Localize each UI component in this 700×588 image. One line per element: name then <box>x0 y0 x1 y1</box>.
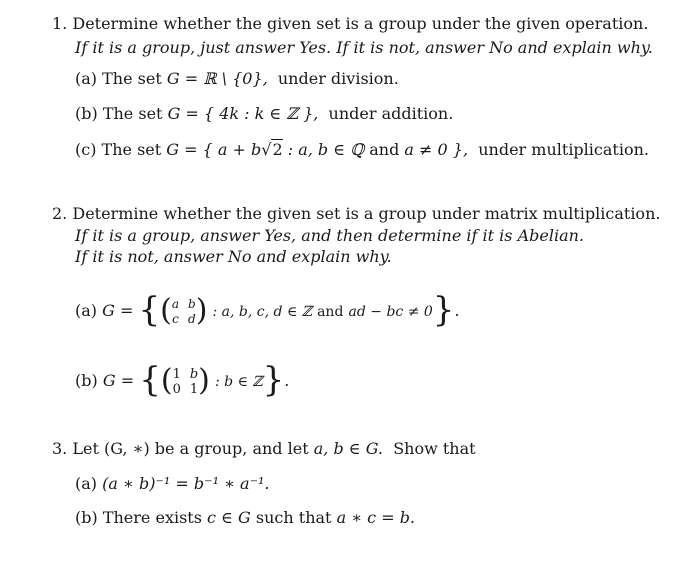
set-expression-end: a ≠ 0 }, <box>404 140 469 159</box>
problem-prompt: Determine whether the given set is a group under the given operation. <box>72 14 649 33</box>
problem-2-instruction-2: If it is not, answer No and explain why. <box>75 247 392 266</box>
left-brace-icon: { <box>138 290 161 330</box>
expression-2: a ∗ c = b. <box>336 508 416 527</box>
right-brace-icon: } <box>262 360 285 400</box>
matrix: a b c d <box>171 296 196 326</box>
left-paren-icon: ( <box>160 363 173 398</box>
part-text: There exists <box>102 508 202 527</box>
problem-3-part-b <box>75 508 415 527</box>
condition-2: ad − bc ≠ 0 <box>348 304 433 320</box>
set-name: G = <box>102 301 134 320</box>
part-label: (a) <box>75 301 98 320</box>
left-brace-icon: { <box>139 360 161 400</box>
identity-expression: (a ∗ b)⁻¹ = b⁻¹ ∗ a⁻¹. <box>102 474 270 493</box>
part-label: (b) <box>75 371 98 390</box>
problem-vars: a, b ∈ G. <box>313 439 384 458</box>
problem-number: 1. <box>52 14 68 33</box>
operation-text: under multiplication. <box>478 140 649 159</box>
problem-prompt-end: Show that <box>393 439 476 458</box>
part-text: The set <box>102 69 162 88</box>
set-expression: G = ℝ \ {0}, <box>166 69 268 88</box>
right-brace-icon: } <box>432 290 455 330</box>
condition: : b ∈ ℤ <box>214 374 263 390</box>
right-paren-icon: ) <box>195 293 208 328</box>
right-paren-icon: ) <box>198 363 210 398</box>
part-text: The set <box>101 140 162 159</box>
problem-2-part-a: (a) G = {( a b c d ) : a, b, c, d ∈ ℤ and ad − bc ≠ 0}. <box>75 290 460 330</box>
part-label: (b) <box>75 104 98 123</box>
part-label: (a) <box>75 69 98 88</box>
set-name: G = <box>102 371 135 390</box>
set-expression-middle: : a, b ∈ ℚ <box>282 140 365 159</box>
problem-1-part-a <box>75 69 399 88</box>
problem-2-instruction-1: If it is a group, answer Yes, and then determine if it is Abelian. <box>75 226 584 245</box>
problem-number: 2. <box>52 204 68 223</box>
part-label: (b) <box>75 508 98 527</box>
left-paren-icon: ( <box>160 293 172 328</box>
set-expression-start: G = { a + b <box>166 140 262 159</box>
and-text: and <box>317 304 344 320</box>
problem-3-part-a <box>75 474 270 493</box>
condition: : a, b, c, d ∈ ℤ <box>212 304 312 320</box>
problem-3 <box>52 439 476 458</box>
operation-text: under division. <box>277 69 399 88</box>
problem-1-instruction: If it is a group, just answer Yes. If it is not, answer No and explain why. <box>75 38 653 57</box>
and-text: and <box>369 140 400 159</box>
part-label: (c) <box>75 140 97 159</box>
expression: c ∈ G <box>207 508 251 527</box>
problem-2 <box>52 204 660 223</box>
problem-1 <box>52 14 648 33</box>
sqrt-argument: 2 <box>272 140 283 159</box>
problem-1-part-c: (c) The set G = { a + b√2 : a, b ∈ ℚ and a ≠ 0 }, under multiplication. <box>75 140 649 159</box>
problem-prompt: Determine whether the given set is a group under matrix multiplication. <box>72 204 661 223</box>
operation-text: under addition. <box>328 104 454 123</box>
set-expression: G = { 4k : k ∈ ℤ }, <box>167 104 319 123</box>
matrix: 1 b 0 1 <box>172 366 199 397</box>
problem-1-part-b <box>75 104 453 123</box>
problem-2-part-b: (b) G = {( 1 b 0 1 ) : b ∈ ℤ}. <box>75 360 290 400</box>
part-text: The set <box>102 104 163 123</box>
part-text-2: such that <box>255 508 332 527</box>
part-label: (a) <box>75 474 98 493</box>
problem-number: 3. <box>52 439 68 458</box>
problem-prompt-start: Let (G, ∗) be a group, and let <box>72 439 309 458</box>
